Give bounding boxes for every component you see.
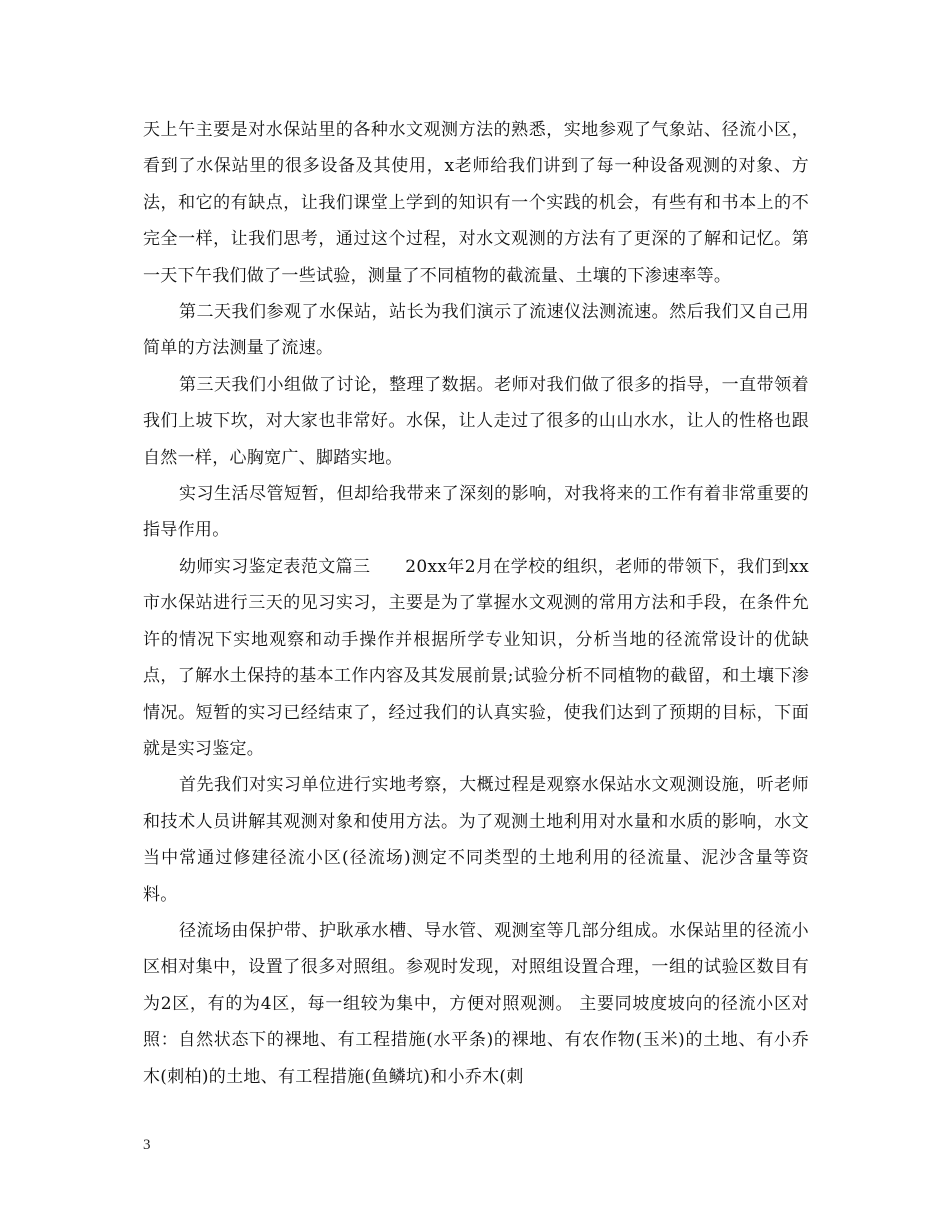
document-body [143,112,809,1095]
paragraph-1: 天上午主要是对水保站里的各种水文观测方法的熟悉，实地参观了气象站、径流小区，看到了水保站里的很多设备及其使用，x老师给我们讲到了每一种设备观测的对象、方法，和它的有缺点，让我们课堂上学到的知识有一个实践的机会，有些有和书本上的不完全一样，让我们思考，通过这个过程，对水文观测的方法有了更深的了解和记忆。第一天下午我们做了一些试验，测量了不同植物的截流量、土壤的下渗速率等。 [143,120,809,286]
paragraph-6: 首先我们对实习单位进行实地考察，大概过程是观察水保站水文观测设施，听老师和技术人员讲解其观测对象和使用方法。为了观测土地利用对水量和水质的影响，水文当中常通过修建径流小区(径流场)测定不同类型的土地利用的径流量、泥沙含量等资料。 [143,775,809,905]
paragraph-3: 第三天我们小组做了讨论，整理了数据。老师对我们做了很多的指导，一直带领着我们上坡下坎，对大家也非常好。水保，让人走过了很多的山山水水，让人的性格也跟自然一样，心胸宽广、脚踏实地。 [143,374,809,468]
paragraph-7: 径流场由保护带、护耿承水槽、导水管、观测室等几部分组成。水保站里的径流小区相对集中，设置了很多对照组。参观时发现，对照组设置合理，一组的试验区数目有为2区，有的为4区，每一组较为集中，方便对照观测。 主要同坡度坡向的径流小区对照：自然状态下的裸地、有工程措施(水平条)的裸地、有农作物(玉米)的土地、有小乔木(刺柏)的土地、有工程措施(鱼鳞坑)和小乔木(刺 [143,920,809,1087]
page-number: 3 [143,1137,151,1153]
paragraph-2: 第二天我们参观了水保站，站长为我们演示了流速仪法测流速。然后我们又自己用简单的方法测量了流速。 [143,302,809,359]
paragraph-4: 实习生活尽管短暂，但却给我带来了深刻的影响，对我将来的工作有着非常重要的指导作用。 [143,484,809,541]
paragraph-5: 幼师实习鉴定表范文篇三 20xx年2月在学校的组织，老师的带领下，我们到xx市水保站进行三天的见习实习，主要是为了掌握水文观测的常用方法和手段，在条件允许的情况下实地观察和动手操作并根据所学专业知识，分析当地的径流常设计的优缺点，了解水土保持的基本工作内容及其发展前景;试验分析不同植物的截留，和土壤下渗情况。短暂的实习已经结束了，经过我们的认真实验，使我们达到了预期的目标，下面就是实习鉴定。 [143,556,809,759]
